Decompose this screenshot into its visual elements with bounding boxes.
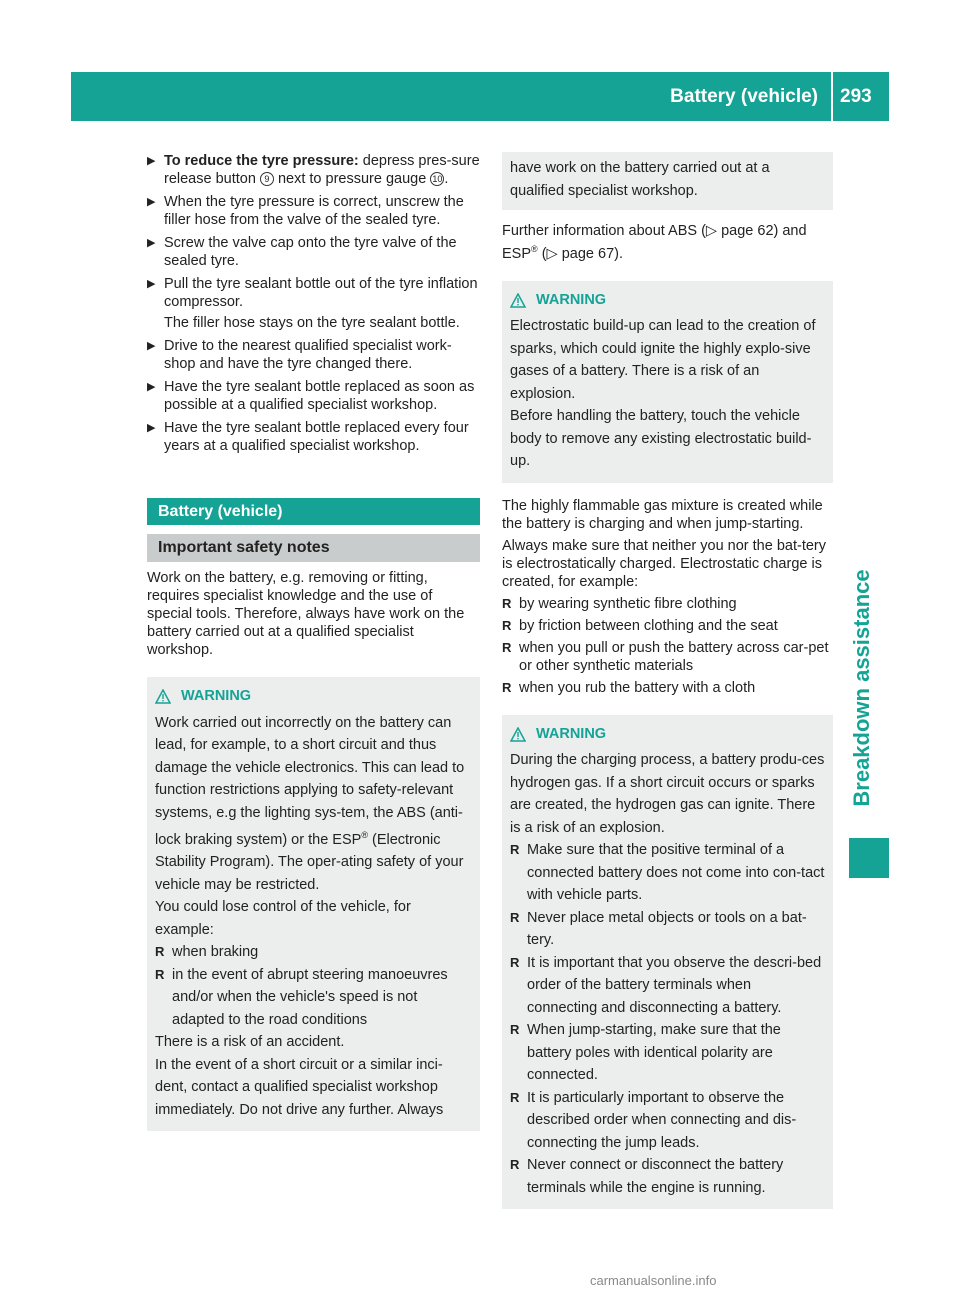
bullet-text: by friction between clothing and the seat — [519, 617, 778, 634]
bullet-icon: R — [510, 954, 520, 970]
bullet-text: It is important that you observe the descri-bed order of the battery terminals when connecting and disconnecting a battery. — [527, 954, 822, 1016]
step-text: . — [444, 171, 449, 187]
warning-label: WARNING — [536, 291, 607, 308]
page-number: 293 — [840, 86, 872, 107]
step-arrow-icon: ▶ — [147, 155, 156, 167]
step-text: Have the tyre sealant bottle replaced every four years at a qualified specialist workshop. — [164, 420, 469, 454]
step-arrow-icon: ▶ — [147, 340, 156, 352]
section-heading: Battery (vehicle) — [147, 498, 480, 525]
warning-text — [155, 712, 472, 897]
bullet-text: by wearing synthetic fibre clothing — [519, 595, 737, 612]
step-arrow-icon: ▶ — [147, 278, 156, 290]
instruction-step — [147, 378, 480, 414]
intro-paragraph: Work on the battery, e.g. removing or fitting, requires specialist knowledge and the use of special tools. Therefore, always have work on the battery carried out at a qualified specialist workshop. — [147, 570, 465, 658]
body-paragraph: Always make sure that neither you nor the bat-tery is electrostatically charged. Electrostatic charge is created, for example: — [502, 537, 826, 590]
warning-bullet — [510, 1019, 825, 1087]
xref-text: Further information about ABS ( — [502, 223, 706, 239]
bullet-icon: R — [502, 679, 512, 695]
warning-text: During the charging process, a battery produ-ces hydrogen gas. If a short circuit occurs or sparks are created, the hydrogen gas can ignite. There is a risk of an explosion. — [510, 752, 825, 836]
list-item — [502, 595, 833, 613]
bullet-text: when you rub the battery with a cloth — [519, 679, 756, 696]
cross-reference — [502, 222, 833, 263]
warning-heading — [510, 723, 825, 746]
warning-text: You could lose control of the vehicle, for example: — [155, 899, 411, 938]
bullet-icon: R — [510, 1022, 520, 1038]
subsection-heading: Important safety notes — [147, 534, 480, 562]
step-text: depress pres-sure release button — [164, 153, 480, 187]
warning-bullet — [155, 941, 472, 964]
bullet-icon: R — [502, 595, 512, 611]
instruction-step — [147, 275, 480, 311]
warning-text-part: (Electronic Stability Program). The oper-ating safety of your vehicle may be restricted. — [155, 831, 464, 893]
warning-box — [502, 715, 833, 1210]
chapter-tab — [842, 548, 882, 828]
left-column — [147, 152, 480, 1145]
warning-bullet — [510, 839, 825, 907]
bullet-text: When jump-starting, make sure that the battery poles with identical polarity are connected. — [527, 1022, 781, 1084]
xref-text: page 62) and ESP — [502, 223, 807, 262]
step-text: Have the tyre sealant bottle replaced as soon as possible at a qualified specialist workshop. — [164, 379, 475, 413]
step-text: Pull the tyre sealant bottle out of the tyre inflation compressor. — [164, 276, 478, 310]
bullet-text: Make sure that the positive terminal of a connected battery does not come into con-tact with vehicle parts. — [527, 842, 825, 904]
bullet-icon: R — [510, 842, 520, 858]
bullet-icon: R — [502, 639, 512, 655]
chapter-tab-label: Breakdown assistance — [849, 569, 874, 807]
instruction-step — [147, 152, 480, 188]
warning-text: Electrostatic build-up can lead to the creation of sparks, which could ignite the highly explo-sive gases of a battery. There is a risk of an explosion. — [510, 318, 816, 402]
step-arrow-icon: ▶ — [147, 237, 156, 249]
header-divider — [831, 72, 833, 121]
warning-bullet — [510, 1154, 825, 1199]
instruction-step — [147, 193, 480, 229]
bullet-icon: R — [155, 966, 165, 982]
warning-bullet — [510, 1087, 825, 1155]
bullet-text: when braking — [172, 944, 259, 961]
warning-bullet — [510, 952, 825, 1020]
page-ref-icon: ▷ — [705, 223, 718, 239]
list-item — [502, 617, 833, 635]
xref-text: page 67). — [561, 245, 623, 262]
step-arrow-icon: ▶ — [147, 381, 156, 393]
warning-text: In the event of a short circuit or a similar inci-dent, contact a qualified specialist workshop immediately. Do not drive any further. Always — [155, 1056, 444, 1118]
warning-heading — [510, 289, 825, 312]
instruction-step — [147, 419, 480, 455]
bullet-icon: R — [510, 909, 520, 925]
warning-text: Before handling the battery, touch the vehicle body to remove any existing electrostatic build-up. — [510, 408, 812, 470]
list-item — [502, 639, 833, 675]
warning-triangle-icon — [155, 689, 171, 704]
xref-text: ( — [541, 245, 547, 262]
step-arrow-icon: ▶ — [147, 422, 156, 434]
bullet-text: Never connect or disconnect the battery terminals while the engine is running. — [527, 1157, 784, 1196]
step-text: Screw the valve cap onto the tyre valve of the sealed tyre. — [164, 235, 457, 269]
warning-heading — [155, 685, 472, 708]
body-paragraph: The highly flammable gas mixture is created while the battery is charging and when jump-starting. — [502, 497, 823, 532]
warning-continuation: have work on the battery carried out at a qualified specialist workshop. — [502, 152, 833, 210]
instruction-step — [147, 337, 480, 373]
step-text: When the tyre pressure is correct, unscrew the filler hose from the valve of the sealed tyre. — [164, 194, 464, 228]
step-text: next to pressure gauge — [277, 171, 427, 187]
right-column — [502, 152, 833, 1223]
registered-mark: ® — [361, 830, 368, 840]
warning-bullet — [155, 964, 472, 1032]
bullet-text: when you pull or push the battery across car-pet or other synthetic materials — [519, 639, 829, 674]
warning-box — [147, 677, 480, 1131]
step-lead: To reduce the tyre pressure: — [164, 153, 359, 169]
bullet-icon: R — [510, 1089, 520, 1105]
bullet-text: It is particularly important to observe the described order when connecting and dis-connecting the jump leads. — [527, 1089, 797, 1151]
callout-number: 10 — [432, 174, 443, 184]
bullet-text: in the event of abrupt steering manoeuvres and/or when the vehicle's speed is not adapted to the road conditions — [172, 966, 448, 1028]
watermark: carmanualsonline.info — [590, 1273, 717, 1288]
step-text: Drive to the nearest qualified specialist work-shop and have the tyre changed there. — [164, 338, 452, 372]
instruction-step — [147, 234, 480, 270]
step-arrow-icon: ▶ — [147, 196, 156, 208]
warning-triangle-icon — [510, 727, 526, 742]
step-note: The filler hose stays on the tyre sealant bottle. — [164, 315, 460, 331]
page-title: Battery (vehicle) — [670, 86, 818, 107]
warning-text-part: Work carried out incorrectly on the battery can lead, for example, to a short circuit and thus damage the vehicle electronics. This can lead to function restrictions applying to safety-relevant systems, e.g the lighting sys-tem, the ABS (anti-lock braking system) or the ESP — [155, 714, 465, 848]
bullet-icon: R — [502, 617, 512, 633]
warning-bullet — [510, 907, 825, 952]
warning-box — [502, 281, 833, 483]
page-ref-icon: ▷ — [546, 245, 558, 262]
warning-label: WARNING — [536, 725, 607, 742]
bullet-icon: R — [155, 944, 165, 960]
warning-text: There is a risk of an accident. — [155, 1034, 345, 1051]
warning-label: WARNING — [181, 688, 252, 704]
bullet-text: Never place metal objects or tools on a bat-tery. — [527, 909, 807, 949]
callout-number: 9 — [260, 172, 274, 186]
bullet-icon: R — [510, 1157, 520, 1173]
warning-triangle-icon — [510, 293, 526, 308]
list-item — [502, 679, 833, 697]
registered-mark: ® — [531, 244, 538, 254]
chapter-marker — [849, 838, 889, 878]
